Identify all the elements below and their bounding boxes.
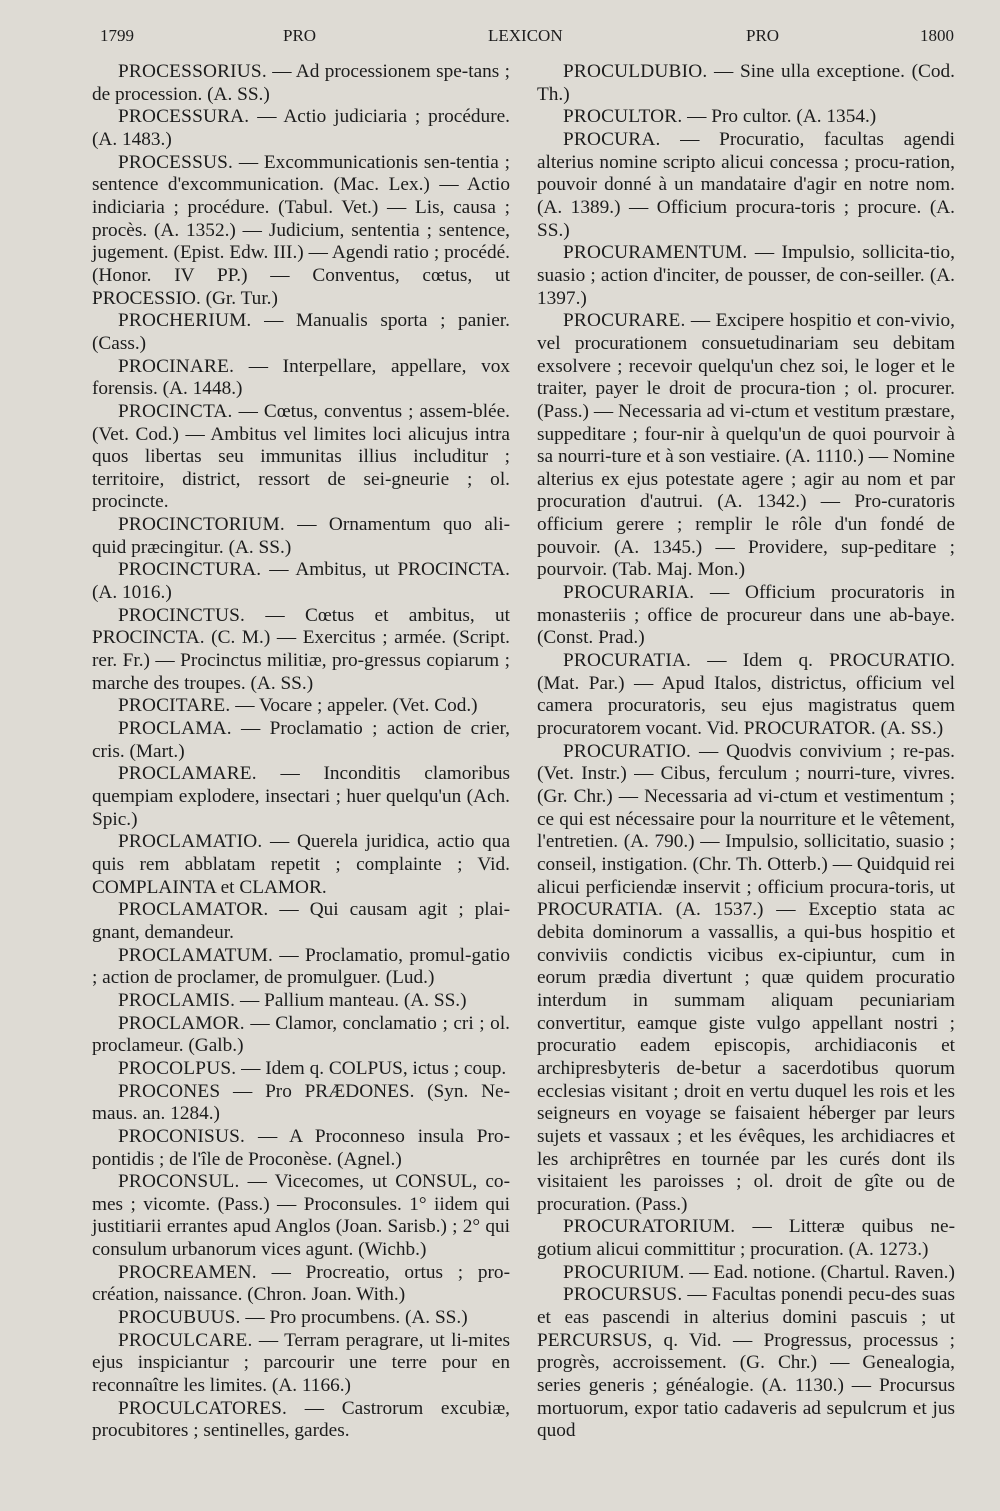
entry-definition: — Pro cultor. (A. 1354.)	[682, 106, 877, 128]
entry-headword: PROCURARIA.	[563, 582, 695, 604]
dictionary-entry	[537, 582, 955, 650]
dictionary-entry	[92, 763, 510, 831]
entry-definition: — Ambitus, ut PROCINCTA. (A. 1016.)	[92, 559, 510, 604]
dictionary-entry	[92, 1307, 510, 1330]
left-column	[92, 61, 510, 1443]
entry-headword: PROCURSUS.	[563, 1284, 683, 1306]
entry-definition: — Ornamentum quo ali-quid præcingitur. (A. SS.)	[92, 514, 510, 558]
dictionary-entry	[92, 106, 510, 151]
entry-definition: — Ad processionem spe-tans ; de procession. (A. SS.)	[92, 61, 510, 105]
entry-headword: PROCONES	[118, 1080, 221, 1102]
entry-headword: PROCULDUBIO.	[563, 61, 708, 82]
entry-headword: PROCESSURA.	[118, 106, 250, 128]
dictionary-entry	[92, 1262, 510, 1307]
dictionary-entry	[92, 899, 510, 944]
entry-headword: PROCITARE.	[118, 695, 231, 717]
entry-definition: — Qui causam agit ; plai-gnant, demandeur.	[92, 899, 510, 943]
entry-headword: PROCULCATORES.	[118, 1397, 288, 1419]
dictionary-entry	[92, 61, 510, 106]
dictionary-entry	[92, 605, 510, 696]
entry-headword: PROCLAMIS.	[118, 989, 236, 1011]
entry-definition: — Pro PRÆDONES. (Syn. Ne-maus. an. 1284.)	[92, 1080, 510, 1125]
dictionary-entry	[92, 831, 510, 899]
entry-headword: PROCURAMENTUM.	[563, 242, 748, 264]
entry-definition: — Castrorum excubiæ, procubitores ; sentinelles, gardes.	[92, 1397, 510, 1442]
entry-definition: — A Proconneso insula Pro-pontidis ; de l'île de Proconèse. (Agnel.)	[92, 1125, 510, 1170]
dictionary-entry	[537, 1216, 955, 1261]
entry-definition: — Vocare ; appeler. (Vet. Cod.)	[230, 695, 478, 717]
page-header	[100, 26, 960, 56]
dictionary-entry	[92, 945, 510, 990]
entry-headword: PROCHERIUM.	[118, 310, 252, 332]
dictionary-entry	[92, 310, 510, 355]
dictionary-entry	[92, 718, 510, 763]
entry-definition: — Terram peragrare, ut li-mites ejus inspiciantur ; parcourir une terre pour en reconnaître les limites. (A. 1166.)	[92, 1329, 510, 1397]
dictionary-entry	[92, 1171, 510, 1262]
right-column	[537, 61, 955, 1443]
right-running-head: PRO	[746, 26, 780, 45]
dictionary-entry	[537, 106, 955, 129]
entry-definition: — Pro procumbens. (A. SS.)	[240, 1307, 468, 1329]
dictionary-entry	[92, 1398, 510, 1443]
entry-headword: PROCURATIO.	[563, 740, 692, 762]
entry-headword: PROCURIUM.	[563, 1261, 685, 1283]
entry-definition: — Idem q. PROCURATIO. (Mat. Par.) — Apud Italos, districtus, officium vel camera procuratoris, seu ejus magistratus quem procuratorem vocant. Vid. PROCURATOR. (A. SS.)	[537, 650, 955, 740]
entry-definition: — Ead. notione. (Chartul. Raven.)	[684, 1261, 955, 1283]
dictionary-entry	[537, 650, 955, 741]
entry-definition: — Litteræ quibus ne-gotium alicui committitur ; procuration. (A. 1273.)	[537, 1216, 955, 1261]
dictionary-entry	[537, 242, 955, 310]
entry-definition: — Facultas ponendi pecu-des suas et eas pascendi in alterius domini pascuis ; ut PERCURSUS, q. Vid. — Progressus, processus ; progrès, accroissement. (G. Chr.) — Genealogia, series generis ; généalogie. (A. 1130.) — Procursus mortuorum, expor tatio cadaveris ad sepulcrum et jus quod	[537, 1284, 955, 1442]
page-title: LEXICON	[488, 26, 563, 45]
dictionary-entry	[92, 152, 510, 311]
entry-headword: PROCESSUS.	[118, 151, 234, 173]
entry-headword: PROCLAMATIO.	[118, 831, 263, 853]
left-running-head: PRO	[283, 26, 317, 45]
entry-definition: — Clamor, conclamatio ; cri ; ol. proclameur. (Galb.)	[92, 1012, 510, 1057]
entry-definition: — Actio judiciaria ; procédure. (A. 1483.)	[92, 106, 510, 150]
entry-headword: PROCLAMARE.	[118, 763, 257, 785]
entry-definition: — Querela juridica, actio qua quis rem abblatam repetit ; complainte ; Vid. COMPLAINTA et CLAMOR.	[92, 831, 510, 898]
entry-definition: — Manualis sporta ; panier. (Cass.)	[92, 310, 510, 354]
dictionary-entry	[92, 1081, 510, 1126]
entry-headword: PROCINCTURA.	[118, 559, 262, 581]
entry-definition: — Cœtus, conventus ; assem-blée. (Vet. Cod.) — Ambitus vel limites loci alicujus intra quos libertas seu immunitas illius includitur ; territoire, district, ressort de sei-gneurie ; ol. procincte.	[92, 400, 510, 513]
entry-definition: — Impulsio, sollicita-tio, suasio ; action d'inciter, de pousser, de con-seiller. (A. 1397.)	[537, 242, 955, 309]
entry-definition: — Procreatio, ortus ; pro-création, naissance. (Chron. Joan. With.)	[92, 1261, 510, 1306]
dictionary-entry	[537, 61, 955, 106]
entry-definition: — Proclamatio ; action de crier, cris. (Mart.)	[92, 718, 510, 762]
entry-definition: — Proclamatio, promul-gatio ; action de proclamer, de promulguer. (Lud.)	[92, 944, 510, 989]
entry-headword: PROCINCTORIUM.	[118, 514, 285, 536]
dictionary-entry	[92, 401, 510, 514]
entry-headword: PROCURARE.	[563, 310, 686, 332]
dictionary-entry	[92, 990, 510, 1013]
dictionary-entry	[537, 1262, 955, 1285]
entry-headword: PROCULTOR.	[563, 106, 683, 128]
entry-definition: — Vicecomes, ut CONSUL, co-mes ; vicomte. (Pass.) — Proconsules. 1° iidem qui justitiarii errantes apud Anglos (Joan. Sarisb.) ; 2° qui consulum urbanorum vices agunt. (Wichb.)	[92, 1171, 510, 1261]
entry-headword: PROCONSUL.	[118, 1171, 240, 1193]
dictionary-entry	[92, 356, 510, 401]
dictionary-entry	[92, 1013, 510, 1058]
dictionary-entry	[92, 1330, 510, 1398]
dictionary-entry	[537, 129, 955, 242]
entry-headword: PROCINCTUS.	[118, 604, 246, 626]
dictionary-entry	[537, 741, 955, 1217]
dictionary-entry	[537, 310, 955, 582]
entry-headword: PROCLAMATOR.	[118, 899, 269, 921]
left-page-number: 1799	[100, 26, 134, 45]
entry-headword: PROCREAMEN.	[118, 1261, 257, 1283]
entry-headword: PROCULCARE.	[118, 1329, 253, 1351]
entry-headword: PROCLAMATUM.	[118, 944, 274, 966]
entry-headword: PROCONISUS.	[118, 1125, 246, 1147]
entry-headword: PROCLAMOR.	[118, 1012, 245, 1034]
dictionary-entry	[92, 559, 510, 604]
right-page-number: 1800	[920, 26, 954, 45]
entry-definition: — Sine ulla exceptione. (Cod. Th.)	[537, 61, 955, 105]
entry-headword: PROCINCTA.	[118, 400, 233, 422]
entry-definition: — Cœtus et ambitus, ut PROCINCTA. (C. M.) — Exercitus ; armée. (Script. rer. Fr.) — Procinctus militiæ, pro-gressus copiarum ; marche des troupes. (A. SS.)	[92, 604, 510, 694]
entry-definition: — Officium procuratoris in monasteriis ; office de procureur dans une ab-baye. (Const. Prad.)	[537, 582, 955, 649]
entry-definition: — Procuratio, facultas agendi alterius nomine scripto alicui concessa ; procu-ration, pouvoir donné à un mandataire d'agir en notre nom. (A. 1389.) — Officium procura-toris ; procure. (A. SS.)	[537, 128, 955, 241]
entry-definition: — Pallium manteau. (A. SS.)	[235, 989, 467, 1011]
dictionary-entry	[92, 1126, 510, 1171]
entry-headword: PROCURATORIUM.	[563, 1216, 736, 1238]
entry-definition: — Excommunicationis sen-tentia ; sentence d'excommunication. (Mac. Lex.) — Actio indiciaria ; procédure. (Tabul. Vet.) — Lis, causa ; procès. (A. 1352.) — Judicium, sententia ; sentence, jugement. (Epist. Edw. III.) — Agendi ratio ; procédé. (Honor. IV PP.) — Conventus, cœtus, ut PROCESSIO. (Gr. Tur.)	[92, 151, 510, 309]
entry-headword: PROCESSORIUS.	[118, 61, 267, 82]
entry-headword: PROCUBUUS.	[118, 1307, 241, 1329]
entry-definition: — Interpellare, appellare, vox forensis. (A. 1448.)	[92, 355, 510, 400]
dictionary-entry	[92, 695, 510, 718]
entry-headword: PROCOLPUS.	[118, 1057, 237, 1079]
entry-headword: PROCINARE.	[118, 355, 235, 377]
entry-headword: PROCURA.	[563, 128, 661, 150]
entry-definition: — Idem q. COLPUS, ictus ; coup.	[236, 1057, 507, 1079]
entry-headword: PROCURATIA.	[563, 650, 692, 672]
dictionary-entry	[92, 514, 510, 559]
entry-definition: — Excipere hospitio et con-vivio, vel procurationem consuetudinariam seu debitam exsolvere ; recevoir quelqu'un chez soi, le loger et le traiter, payer le droit de procura-tion ; ol. procurer. (Pass.) — Necessaria ad vi-ctum et vestitum præstare, suppeditare ; four-nir à quelqu'un de quoi pourvoir à sa nourri-ture et à son vestiaire. (A. 1110.) — Nomine alterius ex ejus potestate agere ; agir au nom et par procuration d'autrui. (A. 1342.) — Pro-curatoris officium gerere ; remplir le rôle d'un fondé de pouvoir. (A. 1345.) — Providere, sup-peditare ; pourvoir. (Tab. Maj. Mon.)	[537, 310, 955, 581]
dictionary-entry	[92, 1058, 510, 1081]
entry-definition: — Quodvis convivium ; re-pas. (Vet. Instr.) — Cibus, ferculum ; nourri-ture, vivres. (Gr. Chr.) — Necessaria ad vi-ctum et vestimentum ; ce qui est nécessaire pour la nourriture et le vêtement, l'entretien. (A. 790.) — Impulsio, sollicitatio, suasio ; conseil, instigation. (Chr. Th. Otterb.) — Quidquid rei alicui perficiendæ inservit ; officium procura-toris, ut PROCURATIA. (A. 1537.) — Exceptio stata ac debita dominorum a vassallis, a qui-bus hospitio et conviviis condictis vicibus ex-cipiuntur, cum in eorum prædia divertunt ; quæ quidem procuratio interdum in summam aliquam pecuniariam convertitur, eamque giste vulgo appellant nostri ; procuratio eadem episcopis, archidiaconis et archipresbyteris de-betur a sacerdotibus quorum ecclesias visitant ; droit en vertu duquel les rois et les seigneurs en voyage se faisaient héberger par leurs sujets et vassaux ; et les évêques, les archidiacres et les archiprêtres en tournée par les curés dont ils visitaient les paroisses ; ol. droit de gîte ou de procuration. (Pass.)	[537, 740, 955, 1215]
dictionary-entry	[537, 1284, 955, 1443]
entry-definition: — Inconditis clamoribus quempiam explodere, insectari ; huer quelqu'un (Ach. Spic.)	[92, 763, 510, 830]
entry-headword: PROCLAMA.	[118, 718, 232, 740]
